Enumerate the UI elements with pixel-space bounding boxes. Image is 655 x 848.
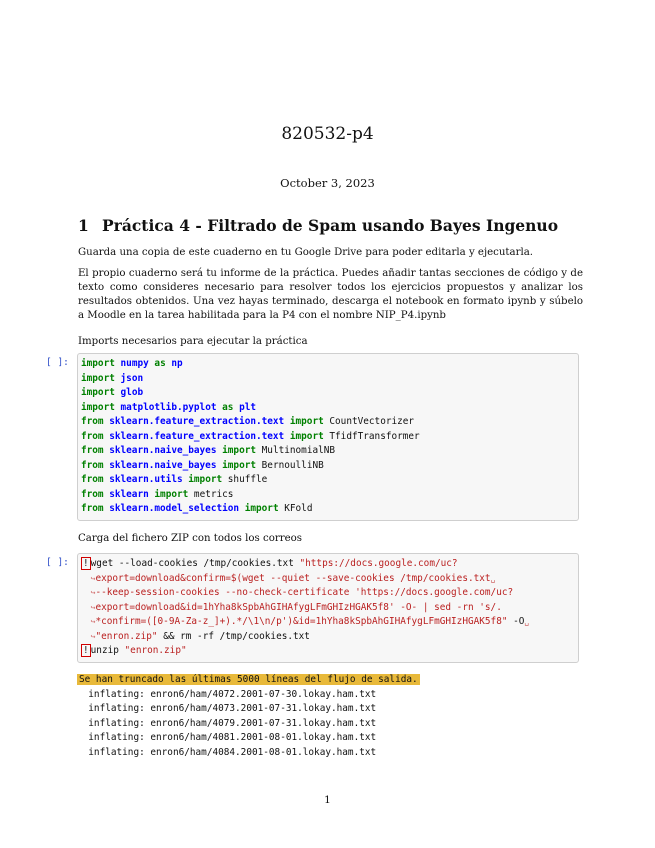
code-line — [78, 586, 578, 601]
section-number: 1 — [78, 216, 89, 235]
truncation-warning: Se han truncado las últimas 5000 líneas del flujo de salida. — [79, 674, 418, 685]
code-token: matplotlib.pyplot — [120, 401, 217, 413]
code-token: CountVectorizer — [323, 416, 415, 427]
code-token: import — [81, 372, 115, 384]
section-heading — [78, 216, 558, 235]
code-token: *confirm=([0-9A-Za-z_]+).*/\1\n/p')&id=1hYha8kSpbAhGIHAfygLFmGHIzHGAK5f8" — [95, 616, 508, 627]
code-line — [78, 401, 578, 416]
document-title: 820532-p4 — [281, 124, 374, 144]
code-line — [78, 630, 578, 645]
output-line: inflating: enron6/ham/4081.2001-08-01.lokay.ham.txt — [77, 732, 377, 743]
code-token: import — [81, 387, 115, 398]
code-token: unzip — [90, 645, 125, 656]
code-token: import — [81, 358, 115, 369]
code-line — [78, 601, 578, 616]
code-token: "enron.zip" — [95, 630, 158, 642]
code-line — [78, 572, 578, 587]
code-token: import — [188, 474, 223, 485]
code-line — [78, 473, 578, 488]
code-token: import — [244, 503, 279, 514]
code-cell-download[interactable] — [77, 553, 579, 663]
output-line: inflating: enron6/ham/4084.2001-08-01.lokay.ham.txt — [77, 746, 377, 758]
line-continuation-marker: ↪ — [81, 602, 96, 612]
cell-prompt-1: [ ]: — [46, 357, 69, 368]
code-token: --keep-session-cookies --no-check-certificate 'https://docs.google.com/uc? — [95, 587, 514, 598]
paragraph-copy-notice: Guarda una copia de este cuaderno en tu Google Drive para poder editarla y ejecutarla. — [78, 247, 534, 258]
line-continuation-marker: ␣ — [490, 573, 496, 583]
section-title: Práctica 4 - Filtrado de Spam usando Bayes Ingenuo — [102, 216, 559, 235]
code-token: import — [289, 430, 324, 442]
code-token: import — [81, 401, 115, 413]
code-token: from — [81, 459, 104, 471]
code-token: sklearn.feature_extraction.text — [109, 416, 285, 427]
code-line — [78, 357, 578, 372]
code-token: json — [120, 372, 144, 384]
shell-bang: ! — [83, 645, 89, 656]
code-token: wget --load-cookies /tmp/cookies.txt — [90, 558, 300, 569]
code-token: from — [81, 416, 104, 427]
cell-output — [77, 673, 420, 760]
code-line — [78, 502, 578, 517]
paragraph-instructions: El propio cuaderno será tu informe de la práctica. Puedes añadir tantas secciones de código y de texto como consideres necesario para resolver todos los ejercicios propuestos y analizar los resultados obtenidos. Una vez hayas terminado, descarga el notebook en formato ipynb y súbelo a Moodle en la tarea habilitada para la P4 con el nombre NIP_P4.ipynb — [78, 268, 583, 321]
cell-prompt-2: [ ]: — [46, 557, 69, 568]
code-token: && rm -rf /tmp/cookies.txt — [157, 630, 310, 642]
code-token: sklearn.model_selection — [109, 503, 240, 514]
code-line — [78, 430, 578, 445]
line-continuation-marker: ↪ — [81, 588, 96, 597]
code-line — [78, 557, 578, 572]
code-token: "enron.zip" — [124, 645, 187, 656]
document-date: October 3, 2023 — [280, 176, 375, 190]
code-token: shuffle — [222, 474, 268, 485]
code-line — [78, 386, 578, 401]
code-token: BernoulliNB — [256, 459, 324, 471]
code-line — [78, 459, 578, 474]
code-token: as — [154, 358, 166, 369]
code-token: sklearn.feature_extraction.text — [109, 430, 285, 442]
code-token: sklearn — [109, 488, 149, 500]
code-token: glob — [120, 387, 144, 398]
line-continuation-marker: ↪ — [81, 617, 96, 626]
code-token: import — [289, 416, 324, 427]
output-line: inflating: enron6/ham/4079.2001-07-31.lokay.ham.txt — [77, 717, 377, 729]
code-token: export=download&id=1hYha8kSpbAhGIHAfygLFmGHIzHGAK5f8' -O- | sed -rn 's/. — [95, 601, 502, 613]
code-token: TfidfTransformer — [323, 430, 420, 442]
paragraph-zip-label: Carga del fichero ZIP con todos los correos — [78, 533, 302, 544]
line-continuation-marker: ␣ — [524, 617, 530, 626]
line-continuation-marker: ↪ — [81, 631, 96, 641]
code-token: -O — [507, 616, 525, 627]
code-token: as — [222, 401, 234, 413]
code-token: from — [81, 445, 104, 456]
code-cell-imports[interactable] — [77, 353, 579, 521]
code-token: export=download&confirm=$(wget --quiet --save-cookies /tmp/cookies.txt — [95, 572, 491, 584]
output-line: inflating: enron6/ham/4073.2001-07-31.lokay.ham.txt — [77, 703, 377, 714]
paragraph-imports-label: Imports necesarios para ejecutar la práctica — [78, 336, 308, 347]
code-token: KFold — [278, 503, 313, 514]
page-number: 1 — [324, 794, 331, 806]
code-token: from — [81, 488, 104, 500]
output-line: inflating: enron6/ham/4072.2001-07-30.lokay.ham.txt — [77, 688, 377, 700]
code-token: from — [81, 430, 104, 442]
code-token: "https://docs.google.com/uc? — [299, 558, 458, 569]
code-token: sklearn.utils — [109, 474, 183, 485]
code-line — [78, 372, 578, 387]
code-token: sklearn.naive_bayes — [109, 459, 217, 471]
code-line — [78, 488, 578, 503]
code-token: MultinomialNB — [256, 445, 336, 456]
code-line — [78, 415, 578, 430]
code-token: from — [81, 503, 104, 514]
code-token: plt — [239, 401, 257, 413]
code-token: import — [222, 459, 257, 471]
code-token: metrics — [188, 488, 234, 500]
code-line — [78, 615, 578, 630]
code-token: sklearn.naive_bayes — [109, 445, 217, 456]
shell-bang: ! — [83, 558, 89, 569]
code-token: np — [171, 358, 183, 369]
code-line — [78, 644, 578, 659]
line-continuation-marker: ↪ — [81, 573, 96, 583]
code-token: import — [222, 445, 257, 456]
code-token: import — [154, 488, 189, 500]
code-line — [78, 444, 578, 459]
code-token: from — [81, 474, 104, 485]
code-token: numpy — [120, 358, 149, 369]
